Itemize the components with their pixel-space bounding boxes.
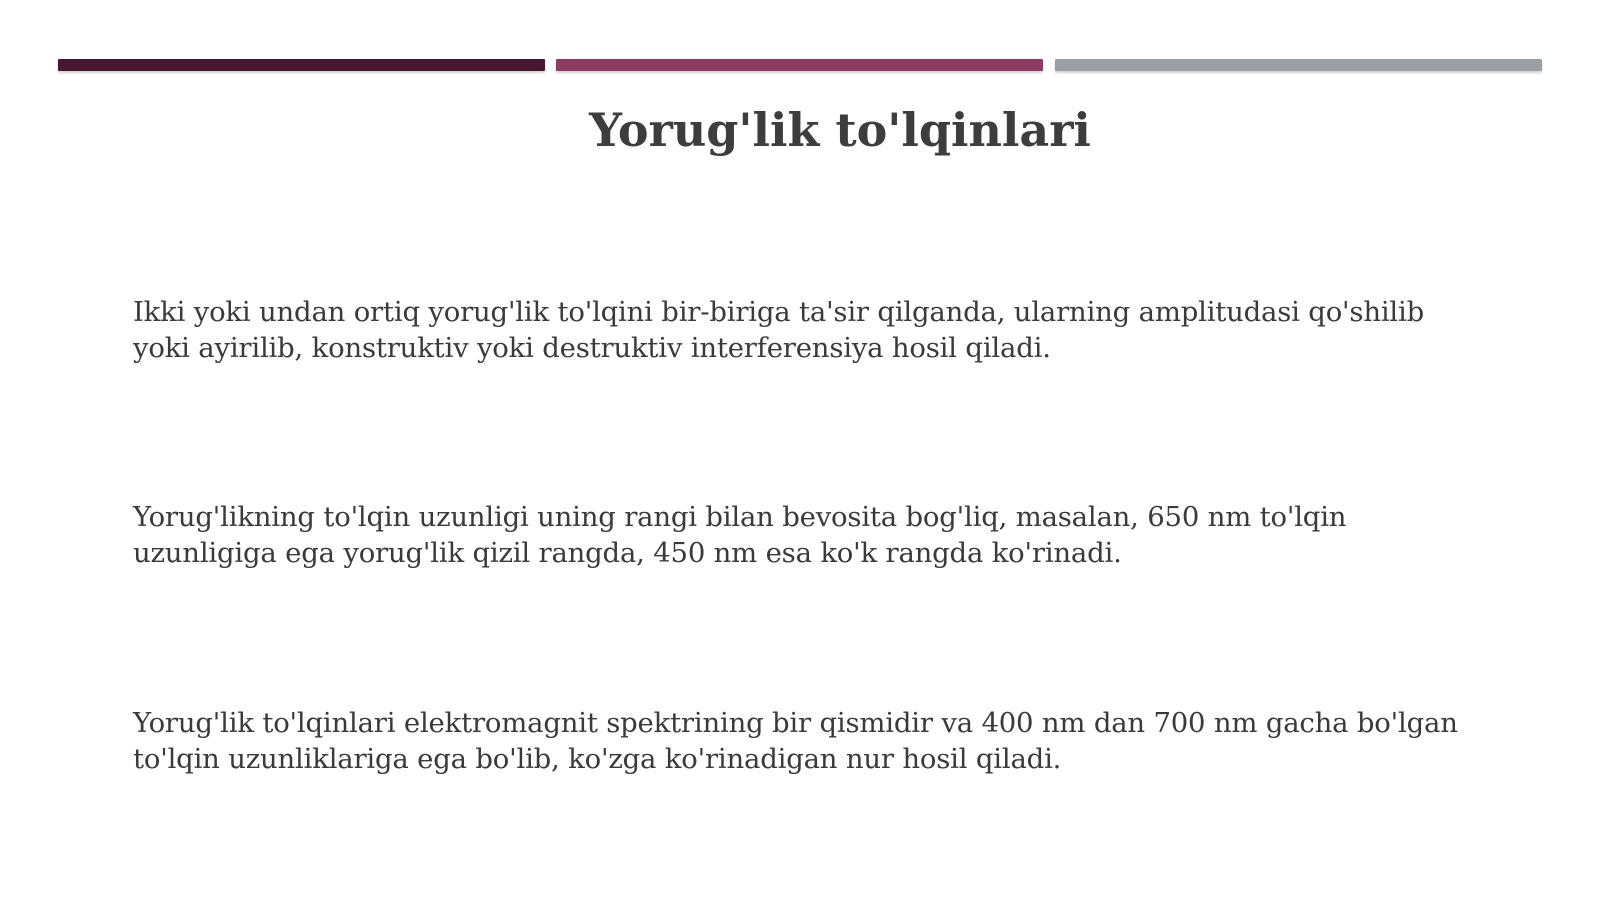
paragraph-interference (133, 294, 1533, 366)
slide-title: Yorug'lik to'lqinlari (589, 103, 1091, 157)
paragraph-wavelength-color (133, 499, 1533, 571)
accent-bar-gray (1055, 59, 1542, 71)
paragraph-line: Ikki yoki undan ortiq yorug'lik to'lqini bir-biriga ta'sir qilganda, ularning amplitudasi qo'shilib (133, 296, 1425, 328)
paragraph-line: uzunligiga ega yorug'lik qizil rangda, 450 nm esa ko'k rangda ko'rinadi. (133, 537, 1122, 569)
paragraph-line: Yorug'likning to'lqin uzunligi uning rangi bilan bevosita bog'liq, masalan, 650 nm to'lqin (133, 501, 1347, 533)
paragraph-line: Yorug'lik to'lqinlari elektromagnit spektrining bir qismidir va 400 nm dan 700 nm gacha bo'lgan (133, 707, 1458, 739)
accent-bar-dark (58, 59, 545, 71)
paragraph-visible-spectrum (133, 705, 1533, 777)
paragraph-line: to'lqin uzunliklariga ega bo'lib, ko'zga ko'rinadigan nur hosil qiladi. (133, 743, 1062, 775)
accent-bar-magenta (556, 59, 1043, 71)
accent-bars (58, 59, 1542, 73)
paragraph-line: yoki ayirilib, konstruktiv yoki destruktiv interferensiya hosil qiladi. (133, 332, 1051, 364)
